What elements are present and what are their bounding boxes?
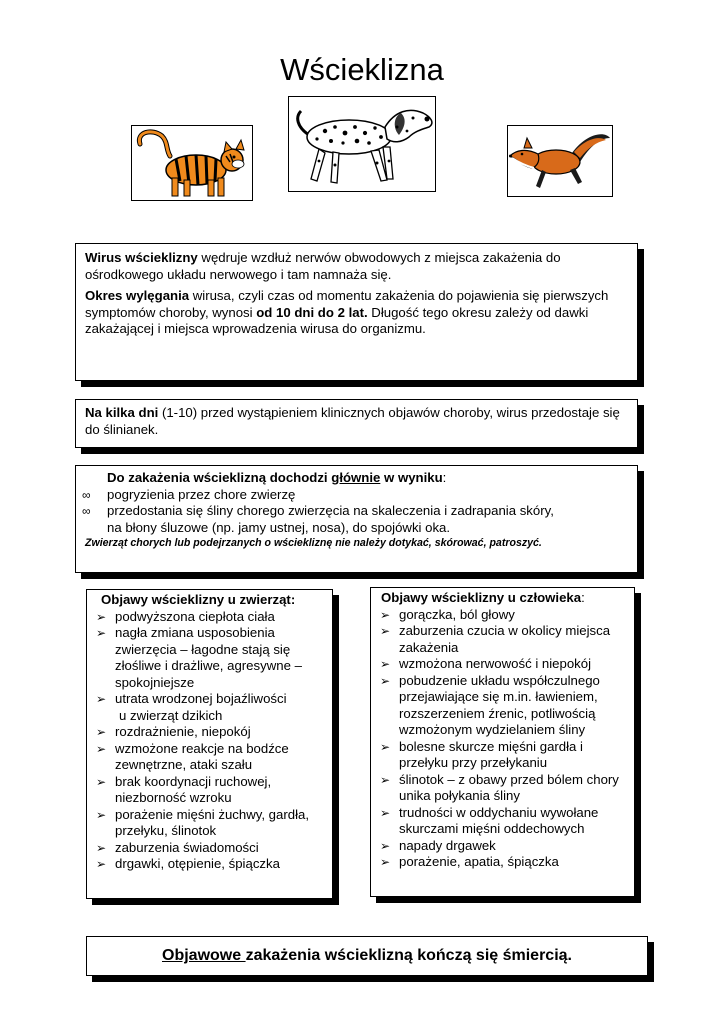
infection-heading-underlined: głównie (331, 470, 381, 485)
infection-item-2-line2: na błony śluzowe (np. jamy ustnej, nosa), do spojówki oka. (107, 519, 451, 535)
list-item: ➢ brak koordynacji ruchowej, niezborność wzroku (93, 774, 326, 807)
saliva-text: (1-10) przed wystąpieniem klinicznych objawów choroby, wirus przedostaje się do ślinianek. (85, 405, 620, 437)
human-heading-colon: : (581, 590, 585, 605)
list-item: u zwierząt dzikich (119, 707, 223, 723)
human-symptoms-heading (377, 590, 628, 607)
dog-image (288, 96, 436, 192)
infection-ways-box (75, 465, 638, 573)
list-item: ➢ podwyższona ciepłota ciała (93, 609, 326, 626)
human-symptoms-list (377, 607, 628, 871)
list-item: ➢ zaburzenia świadomości (93, 840, 326, 857)
list-item: ➢ wzmożone reakcje na bodźce zewnętrzne, ataki szału (93, 741, 326, 774)
list-item: ➢ drgawki, otępienie, śpiączka (93, 856, 326, 873)
list-item: ➢ nagła zmiana usposobienia zwierzęcia – łagodne stają się złośliwe i drażliwe, agresywne – spokojniejsze (93, 625, 326, 691)
infection-item-2 (76, 503, 637, 520)
incubation-paragraph (85, 288, 628, 338)
infection-heading-colon: : (442, 470, 447, 485)
infinity-bullet-icon: ∞ (82, 487, 91, 502)
animal-symptoms-heading: Objawy wścieklizny u zwierząt: (101, 592, 296, 607)
human-symptoms-heading-text: Objawy wścieklizny u człowieka (381, 590, 582, 605)
saliva-info-box (75, 399, 638, 448)
cat-icon (132, 126, 253, 201)
human-symptoms-box (370, 587, 635, 897)
infinity-bullet-icon: ∞ (82, 504, 91, 518)
infection-item-1 (76, 487, 637, 504)
list-item: ➢ zaburzenia czucia w okolicy miejsca zakażenia (377, 623, 628, 656)
list-item: ➢ pobudzenie układu współczulnego przejawiające się m.in. ławieniem, rozszerzeniem źrenic, potliwością wzmożonym wydzielaniem śliny (377, 673, 628, 739)
infection-item-2-line1: przedostania się śliny chorego zwierzęcia na skaleczenia i zadrapania skóry, (107, 503, 554, 518)
warning-note: Zwierząt chorych lub podejrzanych o wściekliznę nie należy dotykać, skórować, patroszyć. (85, 537, 542, 549)
fox-icon (508, 126, 613, 197)
conclusion-box (86, 936, 648, 976)
conclusion-text: zakażenia wścieklizną kończą się śmiercią. (245, 947, 572, 964)
list-item: ➢ wzmożona nerwowość i niepokój (377, 656, 628, 673)
infection-item-1-text: pogryzienia przez chore zwierzę (107, 486, 296, 502)
incubation-term: Okres wylęgania (85, 288, 190, 303)
list-item: ➢ trudności w oddychaniu wywołane skurczami mięśni oddechowych (377, 805, 628, 838)
infection-heading (76, 470, 637, 487)
list-item: ➢ porażenie mięśni żuchwy, gardła, przełyku, ślinotok (93, 807, 326, 840)
list-item: ➢ ślinotok – z obawy przed bólem chory unika połykania śliny (377, 772, 628, 805)
list-item: ➢ utrata wrodzonej bojaźliwości (93, 691, 326, 708)
conclusion-underlined: Objawowe (162, 947, 246, 964)
list-item: ➢ porażenie, apatia, śpiączka (377, 854, 628, 871)
page-title: Wścieklizna (280, 52, 444, 87)
virus-text: wędruje wzdłuż nerwów obwodowych z miejsca zakażenia do ośrodkowego układu nerwowego i tam namnaża się. (85, 250, 561, 282)
fox-image (507, 125, 613, 197)
saliva-term: Na kilka dni (85, 405, 159, 420)
saliva-paragraph (85, 405, 628, 438)
incubation-text-a: wirusa, czyli czas od momentu zakażenia do pojawienia się pierwszych symptomów choroby, wynosi (85, 288, 609, 320)
cat-image (131, 125, 253, 201)
incubation-duration: od 10 dni do 2 lat. (256, 304, 368, 320)
list-item: ➢ rozdrażnienie, niepokój (93, 724, 326, 741)
list-item: ➢ napady drgawek (377, 838, 628, 855)
infection-heading-b: w wyniku (380, 470, 443, 485)
list-item: ➢ bolesne skurcze mięśni gardła i przełyku przy przełykaniu (377, 739, 628, 772)
virus-term: Wirus wścieklizny (85, 250, 198, 265)
animal-symptoms-box (86, 589, 333, 899)
incubation-text-b: Długość tego okresu zależy od dawki zakażającej i miejsca wprowadzenia wirusa do organizmu. (85, 304, 589, 336)
virus-paragraph (85, 250, 628, 283)
dog-icon (289, 97, 436, 192)
infection-item-2-cont (76, 520, 637, 537)
virus-info-box (75, 243, 638, 381)
infection-heading-a: Do zakażenia wścieklizną dochodzi (107, 470, 332, 485)
animal-symptoms-list (93, 609, 326, 873)
list-item: ➢ gorączka, ból głowy (377, 607, 628, 624)
